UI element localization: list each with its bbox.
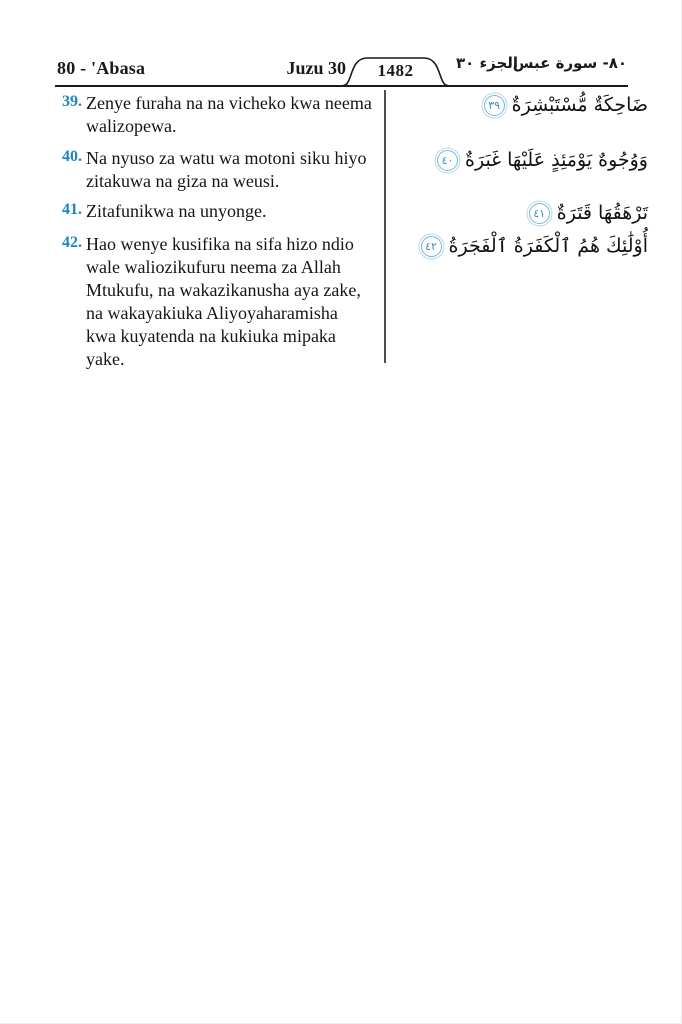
verse-translation-block [55, 233, 372, 371]
verse-translation-block [55, 92, 372, 138]
verse-row-42 [55, 233, 648, 371]
verse-arabic-text: أُوْلَٰئِكَ هُمُ ٱلْكَفَرَةُ ٱلْفَجَرَةُ [448, 235, 648, 257]
verse-number: 41. [62, 201, 82, 218]
juz-label-arabic: الجزء ٣٠ [455, 54, 519, 72]
header-rule [55, 85, 628, 87]
verse-swahili-text: Na nyuso za watu wa motoni siku hiyo zitakuwa na giza na weusi. [86, 148, 367, 191]
verse-number: 40. [62, 148, 82, 165]
ayah-end-marker: ٤٢ [421, 236, 442, 257]
verse-number: 39. [62, 93, 82, 110]
ayah-end-marker: ٤٠ [437, 150, 458, 171]
verse-arabic-text: تَرْهَقُهَا قَتَرَةٌ [556, 202, 648, 224]
verse-swahili-text: Zitafunikwa na unyonge. [86, 201, 267, 221]
page-number-tab [343, 55, 448, 86]
verse-arabic-block [372, 200, 648, 227]
verse-swahili-text: Hao wenye kusifika na sifa hizo ndio wale waliozikufuru neema za Allah Mtukufu, na wakazikanusha aya zake, na wakayakiuka Aliyoyaharamisha kwa kuyatenda na kukiuka mipaka yake. [86, 234, 361, 369]
verse-row-40 [55, 147, 648, 193]
verse-row-39 [55, 92, 648, 138]
ayah-end-marker: ٣٩ [484, 95, 505, 116]
page-number: 1482 [377, 61, 414, 80]
verse-arabic-block [372, 147, 648, 174]
juzu-label: Juzu 30 [286, 58, 346, 78]
surah-title-arabic: ٨٠- سورة عبس [512, 54, 627, 72]
verse-arabic-text: وَوُجُوهٌ يَوْمَئِذٍ عَلَيْهَا غَبَرَةٌ [465, 149, 648, 171]
verse-translation-block [55, 147, 372, 193]
ayah-end-marker: ٤١ [529, 203, 550, 224]
verse-arabic-block [372, 233, 648, 260]
verse-arabic-block [372, 92, 648, 119]
verse-arabic-text: ضَاحِكَةٌ مُّسْتَبْشِرَةٌ [511, 94, 648, 116]
verse-row-41 [55, 200, 648, 227]
surah-title-latin: 80 - 'Abasa [57, 58, 146, 78]
verse-translation-block [55, 200, 372, 223]
page-header [0, 0, 681, 90]
verse-swahili-text: Zenye furaha na na vicheko kwa neema walizopewa. [86, 93, 372, 136]
verse-number: 42. [62, 234, 82, 251]
